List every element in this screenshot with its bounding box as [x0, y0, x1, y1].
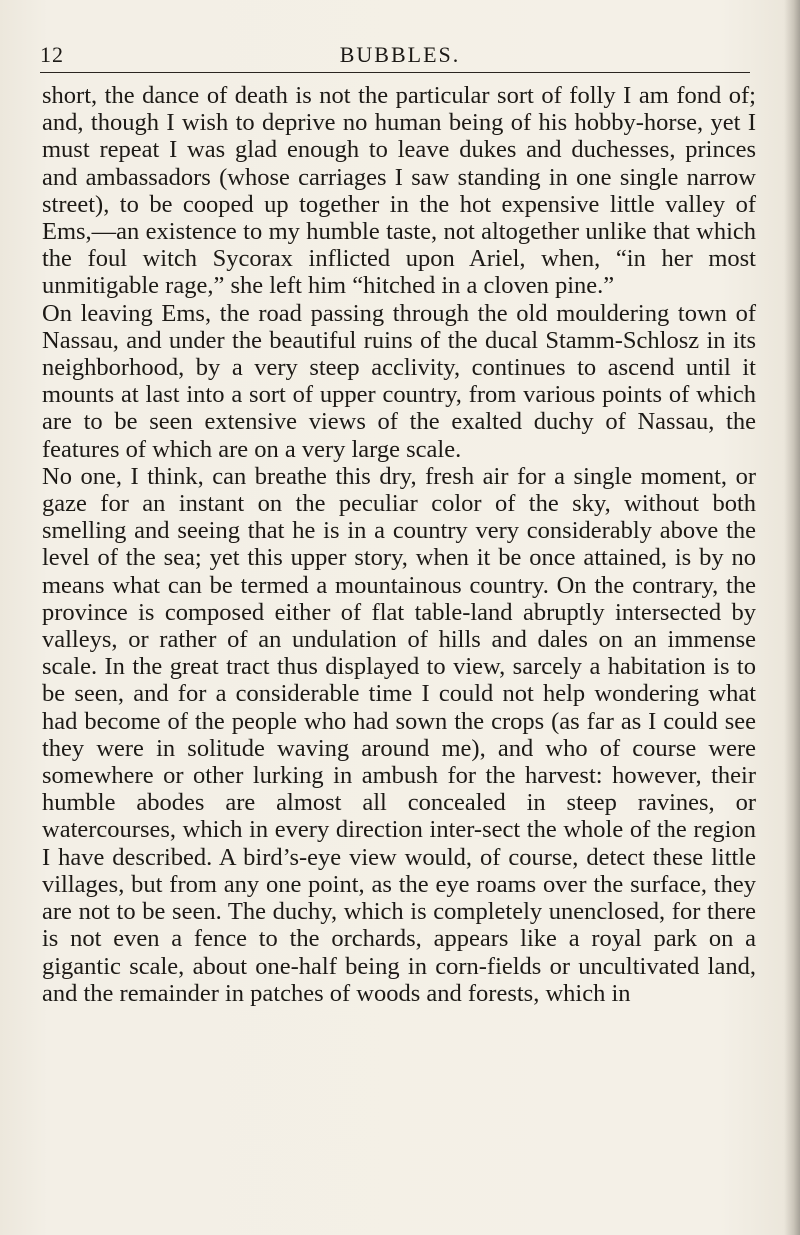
page-header [40, 42, 760, 76]
paragraph-3: No one, I think, can breathe this dry, fresh air for a single moment, or gaze for an instant on the peculiar color of the sky, without both smelling and seeing that he is in a country very considerably above the level of the sea; yet this upper story, when it be once attained, is by no means what can be termed a mountainous country. On the contrary, the province is composed either of flat table-land abruptly intersected by valleys, or rather of an undulation of hills and dales on an immense scale. In the great tract thus displayed to view, sarcely a habitation is to be seen, and for a considerable time I could not help wondering what had become of the people who had sown the crops (as far as I could see they were in solitude waving around me), and who of course were somewhere or other lurking in ambush for the harvest: however, their humble abodes are almost all concealed in steep ravines, or watercourses, which in every direction inter-sect the whole of the region I have described. A bird’s-eye view would, of course, detect these little villages, but from any one point, as the eye roams over the surface, they are not to be seen. The duchy, which is completely unenclosed, for there is not even a fence to the orchards, appears like a royal park on a gigantic scale, about one-half being in corn-fields or uncultivated land, and the remainder in patches of woods and forests, which in [42, 462, 756, 1007]
running-head: BUBBLES. [339, 42, 461, 67]
paragraph-2: On leaving Ems, the road passing through the old mouldering town of Nassau, and under the beautiful ruins of the ducal Stamm-Schlosz in its neighborhood, by a very steep acclivity, continues to ascend until it mounts at last into a sort of upper country, from various points of which are to be seen extensive views of the exalted duchy of Nassau, the features of which are on a very large scale. [42, 299, 756, 463]
page-number: 12 [40, 42, 64, 67]
body-text [42, 82, 756, 1007]
page-edge-shadow [784, 0, 800, 1235]
paragraph-1: short, the dance of death is not the particular sort of folly I am fond of; and, though I wish to deprive no human being of his hobby-horse, yet I must repeat I was glad enough to leave dukes and duchesses, princes and ambassadors (whose carriages I saw standing in one single narrow street), to be cooped up together in the hot expensive little valley of Ems,—an existence to my humble taste, not altogether unlike that which the foul witch Sycorax inflicted upon Ariel, when, “in her most unmitigable rage,” she left him “hitched in a cloven pine.” [42, 82, 756, 300]
header-rule [40, 72, 750, 73]
